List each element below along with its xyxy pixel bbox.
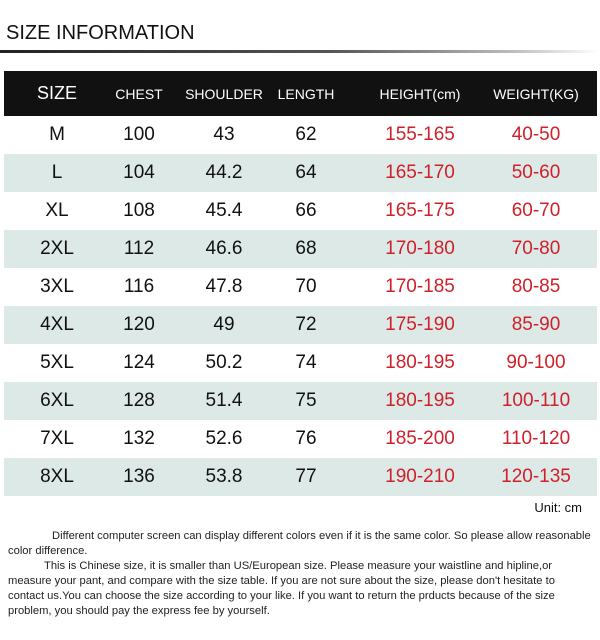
cell-length: 62 <box>295 124 317 145</box>
cell-length: 77 <box>295 466 317 487</box>
header-size: SIZE <box>36 83 77 103</box>
cell-weight: 90-100 <box>506 352 566 373</box>
cell-size: XL <box>45 200 69 221</box>
cell-height: 185-200 <box>385 428 455 449</box>
cell-shoulder: 53.8 <box>205 466 243 487</box>
cell-height: 165-175 <box>385 200 455 221</box>
cell-height: 165-170 <box>385 162 455 183</box>
table-row <box>4 382 597 420</box>
cell-shoulder: 46.6 <box>205 238 243 259</box>
color-disclaimer <box>8 529 592 559</box>
cell-chest: 116 <box>123 276 155 297</box>
cell-chest: 124 <box>123 352 155 373</box>
cell-size: 7XL <box>40 428 74 449</box>
table-row <box>4 458 597 496</box>
cell-weight: 70-80 <box>511 238 561 259</box>
cell-weight: 100-110 <box>501 390 571 411</box>
table-row <box>4 420 597 458</box>
page-title: SIZE INFORMATION <box>6 22 195 44</box>
cell-size: 4XL <box>40 314 74 335</box>
cell-height: 170-180 <box>385 238 455 259</box>
cell-size: L <box>51 162 63 183</box>
cell-length: 76 <box>295 428 317 449</box>
size-note-text: This is Chinese size, it is smaller than US/European size. Please measure your waistline and hipline,or measure your pant, and compare with the size table. If you are not sure about the size, please don't hesitate to contact us.You can choose the size according to your like. If you want to return the prducts because of the size problem, you should pay the express fee by yourself. <box>8 560 555 617</box>
cell-weight: 40-50 <box>511 124 561 145</box>
cell-weight: 80-85 <box>511 276 561 297</box>
cell-height: 155-165 <box>385 124 455 145</box>
cell-length: 66 <box>295 200 317 221</box>
cell-size: 8XL <box>40 466 74 487</box>
cell-weight: 120-135 <box>501 466 571 487</box>
cell-chest: 100 <box>123 124 155 145</box>
cell-chest: 108 <box>123 200 155 221</box>
cell-shoulder: 47.8 <box>205 276 243 297</box>
cell-length: 68 <box>295 238 317 259</box>
cell-size: 5XL <box>40 352 74 373</box>
cell-height: 180-195 <box>385 390 455 411</box>
cell-weight: 110-120 <box>501 428 571 449</box>
cell-size: M <box>49 124 65 145</box>
cell-weight: 60-70 <box>511 200 561 221</box>
cell-size: 3XL <box>40 276 74 297</box>
cell-length: 72 <box>295 314 317 335</box>
header-chest: CHEST <box>115 85 163 102</box>
cell-shoulder: 43 <box>213 124 235 145</box>
cell-size: 2XL <box>40 238 74 259</box>
cell-height: 175-190 <box>385 314 455 335</box>
header-length: LENGTH <box>277 85 335 102</box>
header-shoulder: SHOULDER <box>185 85 263 102</box>
header-height: HEIGHT(cm) <box>379 85 461 102</box>
cell-shoulder: 52.6 <box>205 428 243 449</box>
cell-chest: 132 <box>123 428 155 449</box>
cell-chest: 136 <box>123 466 155 487</box>
cell-length: 64 <box>295 162 317 183</box>
table-row <box>4 192 597 230</box>
title-underline <box>0 50 600 53</box>
cell-shoulder: 49 <box>213 314 235 335</box>
size-disclaimer <box>8 559 592 619</box>
table-row <box>4 116 597 154</box>
cell-height: 180-195 <box>385 352 455 373</box>
cell-shoulder: 50.2 <box>205 352 243 373</box>
cell-shoulder: 51.4 <box>205 390 243 411</box>
table-row <box>4 268 597 306</box>
cell-weight: 85-90 <box>511 314 561 335</box>
table-header-row <box>4 71 597 116</box>
cell-size: 6XL <box>40 390 74 411</box>
cell-chest: 112 <box>123 238 155 259</box>
cell-weight: 50-60 <box>511 162 561 183</box>
size-table <box>4 71 597 496</box>
cell-height: 190-210 <box>385 466 455 487</box>
table-row <box>4 154 597 192</box>
cell-chest: 128 <box>123 390 155 411</box>
table-row <box>4 306 597 344</box>
cell-shoulder: 45.4 <box>205 200 243 221</box>
unit-label: Unit: cm <box>534 500 582 515</box>
cell-length: 70 <box>295 276 317 297</box>
cell-length: 74 <box>295 352 317 373</box>
table-row <box>4 230 597 268</box>
table-row <box>4 344 597 382</box>
cell-chest: 120 <box>123 314 155 335</box>
color-note-text: Different computer screen can display different colors even if it is the same color. So please allow reasonable color difference. <box>8 530 591 557</box>
header-weight: WEIGHT(KG) <box>493 85 579 102</box>
cell-length: 75 <box>295 390 317 411</box>
cell-chest: 104 <box>123 162 155 183</box>
cell-height: 170-185 <box>385 276 455 297</box>
cell-shoulder: 44.2 <box>205 162 243 183</box>
